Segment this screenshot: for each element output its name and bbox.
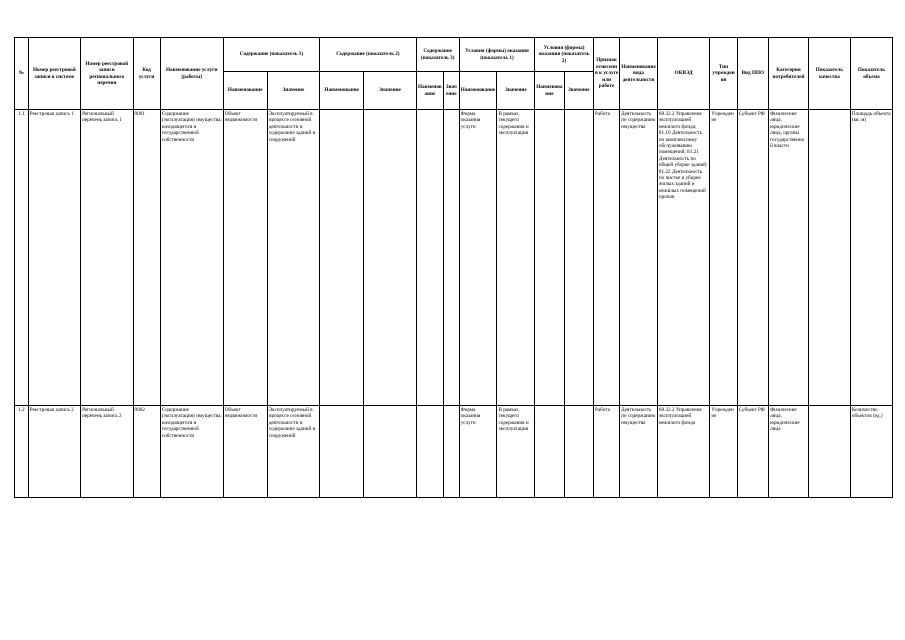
- subheader-c1-name: Наименование: [223, 72, 267, 110]
- cell-c2-name: [320, 406, 364, 498]
- cell-reg-system: Реестровая запись 2: [28, 406, 80, 498]
- header-reg-list: Номер реестровой записи регионального перечня: [81, 38, 133, 110]
- cell-ppo: Субъект РФ: [737, 110, 768, 406]
- table-row: [15, 406, 893, 498]
- cell-type: Учреждение: [710, 110, 737, 406]
- subheader-c2-name: Наименование: [320, 72, 364, 110]
- header-num: №: [15, 38, 29, 110]
- cell-category: Физические лица, юридические лица, органы государственной власти: [769, 110, 809, 406]
- header-type: Тип учреждения: [710, 38, 737, 110]
- header-quality: Показатель качества: [808, 38, 850, 110]
- header-content1: Содержание (показатель 1): [223, 38, 320, 72]
- cell-cond1-name: Форма оказания услуги: [459, 406, 497, 498]
- subheader-c2-value: Значение: [364, 72, 416, 110]
- cell-reg-list: Региональный перечень запись 2: [81, 406, 133, 498]
- cell-is-service: Работа: [593, 406, 619, 498]
- cell-cond2-value: [564, 406, 593, 498]
- cell-c3-name: [416, 406, 443, 498]
- cell-cond1-value: В рамках текущего содержания и эксплуатации: [497, 110, 535, 406]
- subheader-cond1-name: Наименование: [459, 72, 497, 110]
- cell-cond1-name: Форма оказания услуги: [459, 110, 497, 406]
- cell-activity: Деятельность по содержанию имущества: [620, 406, 658, 498]
- subheader-cond1-value: Значение: [497, 72, 535, 110]
- cell-reg-list: Региональный перечень запись 1: [81, 110, 133, 406]
- cell-num: 1.2: [15, 406, 29, 498]
- cell-cond2-name: [535, 110, 564, 406]
- subheader-c1-value: Значение: [267, 72, 319, 110]
- header-cond1: Условия (формы) оказания (показатель 1): [459, 38, 535, 72]
- cell-quality: [808, 110, 850, 406]
- cell-service-code: 0002: [133, 406, 160, 498]
- cell-volume: Площадь объекта (кв. м): [850, 110, 892, 406]
- cell-cond2-name: [535, 406, 564, 498]
- cell-service-name: Содержание (эксплуатация) имущества, находящегося в государственной собственности: [160, 406, 223, 498]
- cell-service-name: Содержание (эксплуатация) имущества, находящегося в государственной собственности: [160, 110, 223, 406]
- table-row: [15, 110, 893, 406]
- subheader-cond2-name: Наименование: [535, 72, 564, 110]
- cell-c1-name: Объект недвижимости: [223, 110, 267, 406]
- cell-c2-name: [320, 110, 364, 406]
- cell-cond2-value: [564, 110, 593, 406]
- cell-c1-value: Эксплуатируемый в процессе основной деятельности и содержание зданий и сооружений: [267, 406, 319, 498]
- cell-c3-value: [443, 406, 459, 498]
- header-content2: Содержание (показатель 2): [320, 38, 417, 72]
- cell-activity: Деятельность по содержанию имущества: [620, 110, 658, 406]
- header-activity: Наименование вида деятельности: [620, 38, 658, 110]
- cell-category: Физические лица, юридические лица: [769, 406, 809, 498]
- cell-reg-system: Реестровая запись 1: [28, 110, 80, 406]
- header-service-code: Код услуги: [133, 38, 160, 110]
- cell-num: 1.1: [15, 110, 29, 406]
- cell-c3-name: [416, 110, 443, 406]
- header-volume: Показатель объема: [850, 38, 892, 110]
- header-content3: Содержание (показатель 3): [416, 38, 459, 72]
- cell-c2-value: [364, 406, 416, 498]
- cell-okved: 68.32.2 Управление эксплуатацией нежилого фонда: [657, 406, 709, 498]
- header-category: Категория потребителей: [769, 38, 809, 110]
- cell-service-code: 0001: [133, 110, 160, 406]
- header-service-name: Наименование услуги (работы): [160, 38, 223, 110]
- subheader-c3-name: Наименование: [416, 72, 443, 110]
- header-is-service: Признак отнесения к услуге или работе: [593, 38, 619, 110]
- cell-type: Учреждение: [710, 406, 737, 498]
- header-reg-system: Номер реестровой записи в системе: [28, 38, 80, 110]
- cell-quality: [808, 406, 850, 498]
- subheader-c3-value: Значение: [443, 72, 459, 110]
- cell-ppo: Субъект РФ: [737, 406, 768, 498]
- header-okved: ОКВЭД: [657, 38, 709, 110]
- cell-volume: Количество объектов (ед.): [850, 406, 892, 498]
- cell-c3-value: [443, 110, 459, 406]
- cell-c1-value: Эксплуатируемый в процессе основной деятельности и содержание зданий и сооружений: [267, 110, 319, 406]
- registry-table: [14, 37, 893, 498]
- cell-c2-value: [364, 110, 416, 406]
- header-cond2: Условия (формы) оказания (показатель 2): [535, 38, 594, 72]
- cell-cond1-value: В рамках текущего содержания и эксплуатации: [497, 406, 535, 498]
- registry-sheet: [14, 37, 893, 498]
- cell-okved: 68.32.2 Управление эксплуатацией нежилого фонда; 81.10 Деятельность по комплексному обслуживанию помещений; 81.21 Деятельность по общей уборке зданий; 81.22 Деятельность по чистке и уборке жилых зданий и нежилых помещений прочая: [657, 110, 709, 406]
- header-ppo: Вид ППО: [737, 38, 768, 110]
- cell-c1-name: Объект недвижимости: [223, 406, 267, 498]
- cell-is-service: Работа: [593, 110, 619, 406]
- subheader-cond2-value: Значение: [564, 72, 593, 110]
